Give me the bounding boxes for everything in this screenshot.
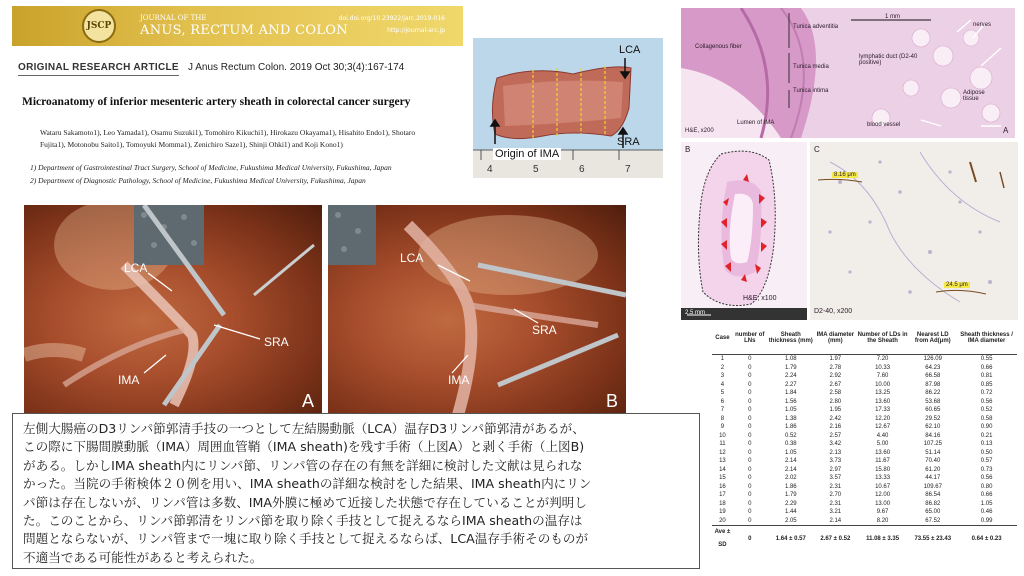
table-cell: 2.24 — [784, 373, 797, 379]
table-cell: 86.82 — [925, 500, 941, 507]
table-cell: 0.57 — [980, 458, 993, 464]
table-cell: 14 — [719, 466, 726, 473]
table-cell: 84.16 — [925, 432, 941, 439]
table-cell: 65.00 — [925, 509, 941, 515]
table-cell: 0.56 — [980, 475, 993, 481]
table-row — [712, 440, 1017, 449]
histo-b-scale: 2.5 mm — [685, 310, 706, 316]
histo-b-letter: B — [685, 145, 691, 154]
summary-line: かった。当院の手術検体２０例を用い、IMA sheathの詳細な検討をした結果、IMA sheath内にリン — [23, 476, 592, 492]
histology-a-image — [681, 8, 1015, 138]
table-row — [712, 423, 1017, 432]
surgery-b-ima-label: IMA — [448, 373, 470, 387]
table-cell: 3 — [720, 373, 725, 379]
table-row — [712, 398, 1017, 407]
table-cell: 0.52 — [784, 432, 797, 439]
histology-panel-a — [681, 8, 1015, 138]
table-cell: 1.79 — [784, 492, 797, 498]
table-summary-cell: 2.67 ± 0.52 — [815, 526, 856, 553]
table-cell: 10.33 — [875, 364, 891, 371]
table-cell: 2.14 — [784, 466, 797, 473]
table-cell: 60.65 — [925, 407, 941, 413]
table-cell: 0 — [748, 449, 752, 456]
histo-label-blood-vessel: blood vessel — [867, 122, 901, 128]
table-cell: 18 — [719, 500, 726, 507]
table-cell: 0.52 — [980, 407, 993, 413]
histo-label-nerves: nerves — [973, 22, 992, 28]
table-cell: 0 — [748, 390, 752, 396]
table-cell: 0 — [748, 466, 752, 473]
table-header-row — [712, 322, 1017, 355]
table-cell: 0.50 — [980, 449, 993, 456]
table-cell: 107.25 — [923, 441, 942, 447]
table-cell: 0.73 — [980, 466, 993, 473]
ruler-tick-label: 4 — [487, 164, 493, 175]
summary-line: がある。しかしIMA sheath内にリンパ節、リンパ管の存在の有無を詳細に検討した文献は見られな — [23, 457, 583, 473]
table-row — [712, 381, 1017, 390]
table-cell: 0.72 — [980, 390, 993, 396]
surgery-b-sra-label: SRA — [532, 323, 557, 337]
specimen-lca-label: LCA — [619, 44, 641, 56]
table-cell: 2.27 — [784, 381, 797, 388]
table-cell: 2.02 — [784, 475, 797, 481]
table-cell: 44.17 — [925, 475, 941, 481]
table-cell: 0.66 — [980, 364, 993, 371]
table-cell: 51.14 — [925, 449, 941, 456]
table-summary-cell: 0.64 ± 0.23 — [956, 526, 1017, 553]
table-cell: 4.40 — [876, 432, 889, 439]
table-cell: 2.70 — [829, 492, 842, 498]
table-cell: 0.21 — [980, 432, 993, 439]
table-row — [712, 389, 1017, 398]
table-cell: 2.42 — [829, 415, 842, 422]
table-cell: 0 — [748, 381, 752, 388]
table-cell: 7.60 — [876, 373, 889, 379]
col-header-case: Case — [712, 322, 733, 355]
table-cell: 0 — [748, 398, 752, 405]
table-cell: 3.42 — [829, 441, 842, 447]
table-cell: 29.52 — [925, 415, 941, 422]
table-cell: 2 — [720, 364, 725, 371]
table-cell: 0 — [748, 500, 752, 507]
specimen-photo — [473, 38, 663, 178]
table-cell: 0 — [748, 364, 752, 371]
table-row — [712, 355, 1017, 364]
table-cell: 0.80 — [980, 483, 993, 490]
histo-label-lymphatic: lymphatic duct (D2-40 positive) — [859, 54, 918, 66]
surgery-a-letter: A — [302, 391, 315, 411]
journal-of-label: JOURNAL OF THE — [140, 14, 207, 22]
table-cell: 16 — [719, 483, 726, 490]
surgery-a-ima-label: IMA — [118, 373, 140, 387]
table-cell: 0 — [748, 356, 752, 362]
table-cell: 2.80 — [829, 398, 842, 405]
table-cell: 2.97 — [829, 466, 842, 473]
table-cell: 0 — [748, 424, 752, 430]
histo-b-magnification: H&E, x100 — [743, 295, 777, 302]
histo-label-intima: Tunica intima — [793, 88, 829, 94]
table-row — [712, 474, 1017, 483]
table-cell: 2.31 — [829, 500, 842, 507]
table-summary-cell: 11.08 ± 3.35 — [856, 526, 910, 553]
histo-a-magnification: H&E, x200 — [685, 128, 714, 134]
summary-line: パ節は存在しないが、リンパ管は多数、IMA外膜に極めて近接した状態で存在していることが判明し — [23, 494, 587, 510]
table-cell: 2.67 — [829, 381, 842, 388]
table-cell: 0 — [748, 432, 752, 439]
measurement-table — [712, 322, 1017, 552]
col-header-ratio: Sheath thickness / IMA diameter — [956, 322, 1017, 355]
journal-banner — [12, 6, 463, 46]
table-cell: 0.58 — [980, 415, 993, 422]
table-cell: 8.20 — [876, 517, 889, 524]
table-cell: 0.38 — [784, 441, 797, 447]
affiliation-1: 1) Department of Gastrointestinal Tract Surgery, School of Medicine, Fukushima Medical University, Fukushima, Japan — [30, 163, 392, 172]
table-row — [712, 406, 1017, 415]
table-cell: 2.16 — [829, 424, 842, 430]
table-summary-cell: 0 — [733, 526, 767, 553]
table-row — [712, 415, 1017, 424]
table-row — [712, 432, 1017, 441]
table-cell: 5.00 — [876, 441, 889, 447]
specimen-sra-label: SRA — [617, 136, 640, 148]
histo-label-adipose: Adipose tissue — [963, 90, 985, 102]
table-cell: 11 — [719, 441, 726, 447]
histo-c-measure-2: 24.5 μm — [946, 282, 968, 288]
table-cell: 10 — [719, 432, 726, 439]
table-cell: 1.79 — [784, 364, 797, 371]
table-cell: 0 — [748, 509, 752, 515]
histology-b-image — [681, 142, 807, 320]
table-cell: 70.40 — [925, 458, 941, 464]
table-cell: 10.00 — [875, 381, 891, 388]
histology-panel-c — [810, 142, 1018, 320]
table-cell: 0 — [748, 407, 752, 413]
table-cell: 1.38 — [784, 415, 797, 422]
table-cell: 10.67 — [875, 483, 891, 490]
table-row — [712, 517, 1017, 526]
table-row — [712, 483, 1017, 492]
table-cell: 13.60 — [875, 449, 891, 456]
table-cell: 0 — [748, 441, 752, 447]
table-row — [712, 466, 1017, 475]
table-cell: 12.00 — [875, 492, 891, 498]
table-cell: 13.00 — [875, 500, 891, 507]
table-cell: 2.57 — [829, 432, 842, 439]
table-cell: 1.08 — [784, 356, 797, 362]
table-cell: 8 — [720, 415, 725, 422]
journal-logo-text: JSCP — [86, 21, 112, 31]
table-cell: 0 — [748, 483, 752, 490]
table-cell: 17.33 — [875, 407, 891, 413]
summary-line: 不適当である可能性があると考えられた。 — [23, 549, 263, 565]
table-cell: 53.68 — [925, 398, 941, 405]
table-summary-cell: 1.64 ± 0.57 — [767, 526, 815, 553]
table-cell: 87.98 — [925, 381, 941, 388]
summary-line: た。このことから、リンパ節郭清をリンパ節を取り除く手技として捉えるならIMA sheathの温存は — [23, 513, 583, 529]
col-header-lns: number of LNs — [733, 322, 767, 355]
table-cell: 7 — [720, 407, 725, 413]
table-summary-cell: Ave ± SD — [712, 526, 733, 553]
table-cell: 13.25 — [875, 390, 891, 396]
table-cell: 0 — [748, 475, 752, 481]
histo-c-magnification: D2-40, x200 — [814, 308, 853, 315]
table-cell: 1.05 — [784, 449, 797, 456]
histology-c-image — [810, 142, 1018, 320]
table-cell: 15 — [719, 475, 726, 481]
histology-panel-b — [681, 142, 807, 320]
table-cell: 13.60 — [875, 398, 891, 405]
table-cell: 13 — [719, 458, 726, 464]
table-cell: 64.23 — [925, 364, 941, 371]
table-cell: 0.13 — [980, 441, 993, 447]
table-cell: 0.55 — [980, 356, 993, 362]
table-cell: 15.80 — [875, 466, 891, 473]
table-cell: 1.05 — [980, 500, 993, 507]
table-cell: 0 — [748, 492, 752, 498]
table-cell: 1.95 — [829, 407, 842, 413]
table-cell: 2.29 — [784, 500, 797, 507]
surgery-a-lca-label: LCA — [124, 261, 148, 275]
table-cell: 13.33 — [875, 475, 891, 481]
table-cell: 3.57 — [829, 475, 842, 481]
table-cell: 1.84 — [784, 390, 797, 396]
col-header-nearest-ld: Nearest LD from Ad(μm) — [909, 322, 956, 355]
article-type: ORIGINAL RESEARCH ARTICLE — [18, 62, 179, 76]
table-summary-cell: 73.55 ± 23.43 — [909, 526, 956, 553]
summary-text-box — [12, 413, 700, 569]
histo-c-measure-1: 8.16 μm — [834, 172, 856, 178]
table-row — [712, 364, 1017, 373]
table-cell: 86.22 — [925, 390, 941, 396]
surgery-photo-a — [24, 205, 322, 415]
table-cell: 1.86 — [784, 424, 797, 430]
table-cell: 12 — [719, 449, 726, 456]
table-cell: 3.21 — [829, 509, 842, 515]
table-cell: 1.05 — [784, 407, 797, 413]
table-cell: 1.44 — [784, 509, 797, 515]
table-cell: 0 — [748, 458, 752, 464]
table-cell: 0.46 — [980, 509, 993, 515]
affiliation-2: 2) Department of Diagnostic Pathology, School of Medicine, Fukushima Medical University, Fukushima, Japan — [30, 176, 366, 185]
table-cell: 2.05 — [784, 517, 797, 524]
table-cell: 6 — [720, 398, 725, 405]
table-cell: 4 — [720, 381, 725, 388]
table-cell: 19 — [719, 509, 726, 515]
table-summary-row — [712, 526, 1017, 553]
ruler-tick-label: 5 — [533, 164, 539, 175]
table-row — [712, 449, 1017, 458]
table-cell: 0.56 — [980, 398, 993, 405]
table-cell: 17 — [719, 492, 726, 498]
table-cell: 0 — [748, 517, 752, 524]
histo-label-media: Tunica media — [793, 64, 829, 70]
table-cell: 1.97 — [829, 356, 842, 362]
table-cell: 2.14 — [829, 517, 842, 524]
surgery-a-scene — [24, 205, 322, 415]
surgery-photo-b — [328, 205, 626, 415]
table-cell: 61.20 — [925, 466, 941, 473]
table-cell: 1 — [720, 356, 725, 362]
paper-authors: Wataru Sakamoto1), Leo Yamada1), Osamu Suzuki1), Tomohiro Kikuchi1), Hirokazu Okayama1), Hisahito Endo1), Shotaro Fujita1), Motonobu Saito1), Tomoyuki Momma1), Zenichiro Saze1), Shinji Ohki1) and Koji Kono1) — [40, 128, 416, 149]
paper-title: Microanatomy of inferior mesenteric artery sheath in colorectal cancer surgery — [22, 96, 411, 108]
table-cell: 9.67 — [876, 509, 889, 515]
table-cell: 11.67 — [875, 458, 890, 464]
col-header-ima-diameter: IMA diameter (mm) — [815, 322, 856, 355]
table-cell: 2.92 — [829, 373, 842, 379]
surgery-a-sra-label: SRA — [264, 335, 289, 349]
table-cell: 12.20 — [875, 415, 891, 422]
journal-url: http://journal-arc.jp — [387, 27, 445, 34]
histo-a-scale: 1 mm — [885, 14, 900, 20]
table-cell: 3.73 — [829, 458, 842, 464]
table-cell: 0.99 — [980, 517, 993, 524]
table-cell: 7.20 — [876, 356, 889, 362]
table-cell: 0 — [748, 415, 752, 422]
table-cell: 62.10 — [925, 424, 941, 430]
table-cell: 2.78 — [829, 364, 842, 371]
journal-logo — [82, 9, 116, 43]
histo-label-lumen: Lumen of IMA — [737, 120, 775, 126]
table-cell: 2.58 — [829, 390, 842, 396]
table-cell: 86.54 — [925, 492, 941, 498]
ruler-tick-label: 6 — [579, 164, 585, 175]
table-cell: 1.56 — [784, 398, 797, 405]
histo-label-adventitia: Tunica adventitia — [793, 24, 839, 30]
table-row — [712, 508, 1017, 517]
col-header-sheath-thickness: Sheath thickness (mm) — [767, 322, 815, 355]
table-cell: 2.13 — [829, 449, 842, 456]
table-cell: 66.58 — [925, 373, 941, 379]
table-cell: 67.52 — [925, 517, 941, 524]
table-cell: 20 — [719, 517, 726, 524]
table-cell: 0.81 — [980, 373, 993, 379]
table-cell: 0.66 — [980, 492, 993, 498]
table-cell: 0 — [748, 373, 752, 379]
table-cell: 2.31 — [829, 483, 842, 490]
surgery-b-scene — [328, 205, 626, 415]
surgery-b-lca-label: LCA — [400, 251, 424, 265]
histo-label-collagen: Collagenous fiber — [695, 44, 742, 50]
table-cell: 109.67 — [923, 483, 942, 490]
table-cell: 2.14 — [784, 458, 797, 464]
journal-doi: doi.doi.org/10.23922/jarc.2019-016 — [338, 15, 445, 22]
table-cell: 0.90 — [980, 424, 993, 430]
citation: J Anus Rectum Colon. 2019 Oct 30;3(4):167-174 — [188, 62, 405, 73]
table-row — [712, 372, 1017, 381]
table-row — [712, 500, 1017, 509]
table-cell: 1.86 — [784, 483, 797, 490]
specimen-origin-label: Origin of IMA — [495, 148, 560, 160]
table-cell: 9 — [720, 424, 725, 430]
table-row — [712, 491, 1017, 500]
table-cell: 5 — [720, 390, 725, 396]
table-cell: 0.85 — [980, 381, 993, 388]
journal-name: ANUS, RECTUM AND COLON — [140, 23, 348, 38]
table-cell: 126.09 — [923, 356, 942, 362]
summary-line: この際に下腸間膜動脈（IMA）周囲血管鞘（IMA sheath)を残す手術（上図A）と剥く手術（上図B) — [23, 439, 585, 455]
ruler-tick-label: 7 — [625, 164, 631, 175]
table-row — [712, 457, 1017, 466]
summary-line: 問題とならないが、リンパ管まで一塊に取り除く手技として捉えるならば、LCA温存手術そのものが — [23, 531, 589, 547]
histo-c-letter: C — [814, 145, 820, 154]
surgery-b-letter: B — [606, 391, 619, 411]
histo-a-letter: A — [1003, 126, 1009, 135]
summary-line: 左側大腸癌のD3リンパ節郭清手技の一つとして左結腸動脈（LCA）温存D3リンパ節郭清があるが、 — [23, 421, 585, 436]
col-header-lds: Number of LDs in the Sheath — [856, 322, 910, 355]
table-cell: 12.67 — [875, 424, 891, 430]
